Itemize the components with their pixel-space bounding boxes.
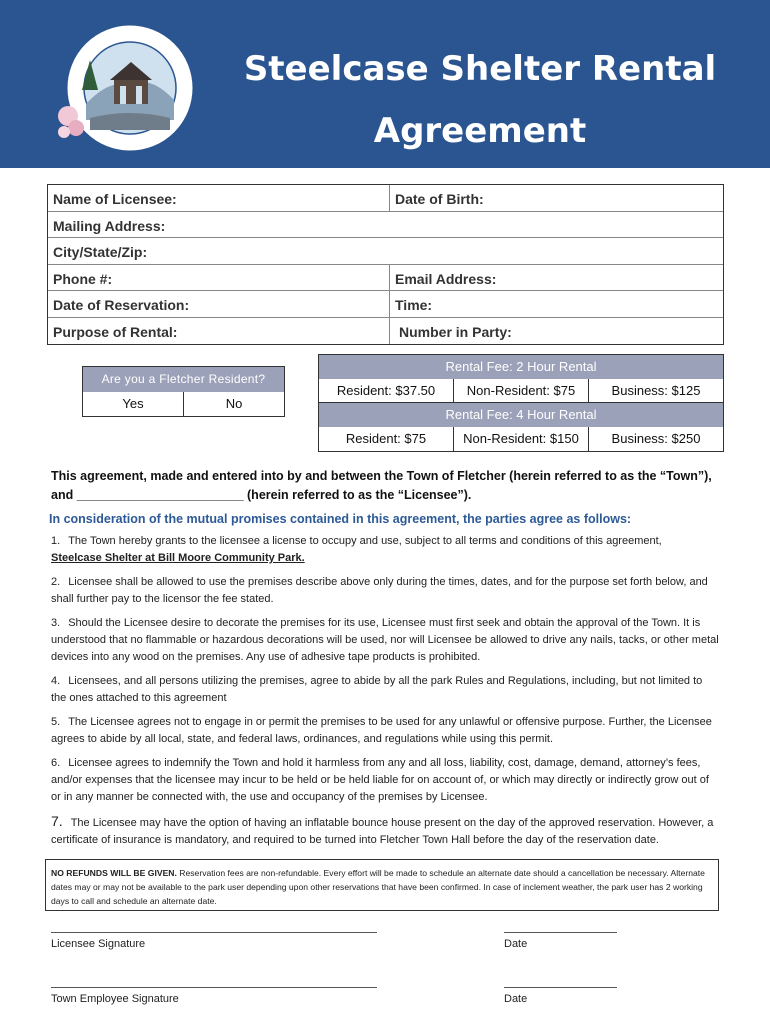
fee-nonresident-2hr: Non-Resident: $75 [454,379,589,402]
licensee-signature-label: Licensee Signature [51,938,146,950]
clause-number: 6. [51,757,61,769]
fee-row-4hr [319,427,723,451]
reservation-date-field[interactable]: Date of Reservation: [48,291,390,317]
agreement-line-1: This agreement, made and entered into by and between the Town of Fletcher (herein referred to as the “Town”), [51,469,712,483]
purpose-field[interactable]: Purpose of Rental: [48,318,390,345]
town-seal-logo [50,20,210,160]
employee-date-block[interactable] [504,987,617,1005]
resident-question: Are you a Fletcher Resident? [83,367,284,392]
clause-number: 3. [51,617,61,629]
party-size-field[interactable]: Number in Party: [399,323,512,340]
refund-policy-box [45,859,719,911]
resident-no-option[interactable]: No [225,396,243,411]
clause-number: 7. [51,813,63,829]
employee-signature-block[interactable] [51,987,377,1005]
fee-resident-2hr: Resident: $37.50 [319,379,454,402]
info-row [48,318,723,345]
clause-item [51,813,719,849]
clause-text: Should the Licensee desire to decorate the premises for its use, Licensee must first seek and obtain the approval of the Town. It is understood that no flammable or hazardous decorations will be used, nor will Licensee be allowed to drive any nails, tacks, or other metal devices into any wood on the premises. Any use of adhesive tape products is prohibited. [51,617,719,663]
resident-answers [83,392,284,416]
clause-text: Licensee shall be allowed to use the premises describe above only during the times, dates, and for the purpose set forth below, and shall further pay to the licensor the fee stated. [51,576,708,605]
info-row [48,291,723,318]
agreement-line-2: and ________________________ (herein referred to as the “Licensee”). [51,488,472,502]
info-row [48,185,723,212]
clause-item [51,755,719,806]
resident-question-table [82,366,285,417]
header-banner [0,0,770,168]
name-field[interactable]: Name of Licensee: [48,185,390,211]
consideration-heading: In consideration of the mutual promises contained in this agreement, the parties agree as follows: [49,512,632,526]
licensee-date-label: Date [504,938,528,950]
clause-text: The Licensee may have the option of having an inflatable bounce house present on the day of the approved reservation. However, a certificate of insurance is mandatory, and required to be turned into Fletcher Town Hall before the day of the reservation date. [51,817,714,846]
fee-header-4hr: Rental Fee: 4 Hour Rental [319,403,723,427]
info-row [48,265,723,292]
clause-text: Licensee agrees to indemnify the Town and hold it harmless from any and all loss, liability, cost, damage, demand, attorney’s fees, and/or expenses that the licensee may incur to be held or be held liable for on account of, or which may directly or indirectly grow out of or in any manner be connected with, the use and occupancy of the premises by Licensee. [51,757,709,803]
clause-item [51,615,719,666]
licensee-date-block[interactable] [504,932,617,950]
time-field[interactable]: Time: [395,297,433,313]
resident-yes-option[interactable]: Yes [83,392,184,416]
clause-text: The Town hereby grants to the licensee a license to occupy and use, subject to all terms and conditions of this agreement, [68,535,662,547]
phone-field[interactable]: Phone #: [48,265,390,291]
mailing-address-field[interactable]: Mailing Address: [53,217,166,234]
employee-date-label: Date [504,993,528,1005]
clause-item [51,673,719,707]
fee-business-2hr: Business: $125 [611,383,701,398]
fee-header-2hr: Rental Fee: 2 Hour Rental [319,355,723,379]
clause-text: Licensees, and all persons utilizing the premises, agree to abide by all the park Rules and Regulations, including, but not limited to the ones attached to this agreement [51,675,703,704]
email-field[interactable]: Email Address: [395,270,497,287]
employee-signature-label: Town Employee Signature [51,993,179,1005]
fee-nonresident-4hr: Non-Resident: $150 [454,427,589,451]
fee-business-4hr: Business: $250 [611,431,701,446]
fee-row-2hr [319,379,723,403]
clause-item [51,714,719,748]
licensee-signature-block[interactable] [51,932,377,950]
clause-number: 4. [51,675,61,687]
info-row [48,238,723,265]
clause-number: 1. [51,535,61,547]
clause-item [51,533,719,567]
rental-fee-table [318,354,724,452]
agreement-statement [51,467,723,505]
fee-resident-4hr: Resident: $75 [319,427,454,451]
info-row [48,212,723,239]
city-state-zip-field[interactable]: City/State/Zip: [53,244,148,260]
clause-text: The Licensee agrees not to engage in or permit the premises to be used for any unlawful or offensive purpose. Further, the Licensee agrees to abide by all local, state, and federal laws, ordinances, and regulations while using this permit. [51,716,712,745]
licensee-info-table [47,184,724,345]
page-title: Steelcase Shelter Rental Agreement [243,49,717,151]
refund-text: Reservation fees are non-refundable. Every effort will be made to schedule an alternate date should a cancellation be necessary. Alternate dates may or may not be available to the park user depending upon other reservations that have been confirmed. In case of inclement weather, the park user has 2 working days to call and schedule an alternate date. [51,868,705,906]
dob-field[interactable]: Date of Birth: [395,191,484,207]
clause-number: 2. [51,576,61,588]
clause-item [51,574,719,608]
clauses-list [51,533,719,856]
refund-bold-text: NO REFUNDS WILL BE GIVEN. [51,868,177,878]
clause-number: 5. [51,716,61,728]
park-name: Steelcase Shelter at Bill Moore Community Park. [51,552,305,564]
